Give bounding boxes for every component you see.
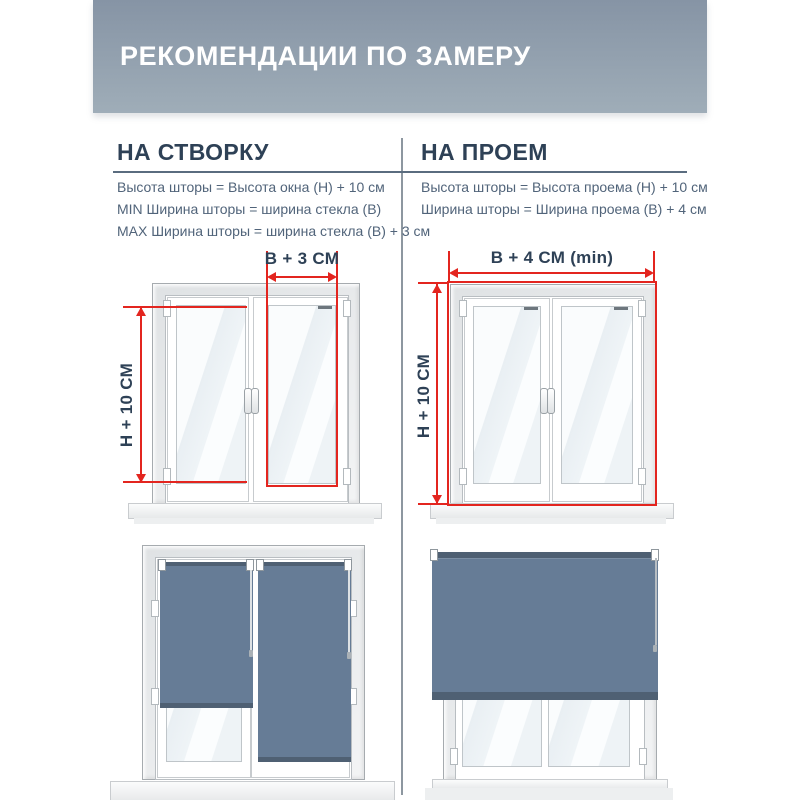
window-hinge — [343, 300, 351, 317]
arrowhead-left-icon — [449, 268, 458, 278]
arrowhead-right-icon — [328, 272, 337, 282]
formula-line: Высота шторы = Высота проема (Н) + 10 см — [421, 179, 708, 195]
dimension-bottom-line — [266, 485, 338, 487]
arrowhead-right-icon — [645, 268, 654, 278]
window-hinge — [151, 600, 159, 617]
blind-cassette — [258, 562, 351, 566]
window-hinge — [343, 468, 351, 485]
arrowhead-up-icon — [136, 307, 146, 316]
sash-width-label: В + 3 СМ — [264, 249, 340, 268]
blind-bottom-bar — [160, 703, 253, 708]
arrowhead-left-icon — [267, 272, 276, 282]
blind-bottom-bar — [258, 757, 351, 762]
roller-blind-left — [160, 562, 253, 708]
heading-sash: НА СТВОРКУ — [117, 139, 269, 165]
arrowhead-up-icon — [432, 284, 442, 293]
window-glass — [268, 305, 336, 484]
blind-bracket — [430, 549, 438, 561]
headings-underline — [113, 171, 687, 173]
window-glass — [176, 305, 246, 484]
blind-bracket — [256, 559, 264, 571]
dimension-line — [452, 272, 652, 274]
cord-weight — [347, 652, 351, 659]
roller-blind-right — [258, 562, 351, 762]
blind-cassette — [432, 552, 658, 558]
formula-line: MIN Ширина шторы = ширина стекла (В) — [117, 201, 382, 217]
dimension-extension-line — [336, 251, 338, 487]
formula-line: Высота шторы = Высота окна (Н) + 10 см — [117, 179, 385, 195]
dimension-line — [140, 307, 142, 483]
window-hinge — [450, 748, 458, 765]
opening-height-label: Н + 10 СМ — [414, 353, 433, 439]
dimension-line — [270, 276, 334, 278]
opening-outline-rect — [447, 281, 657, 506]
window-sill — [128, 503, 382, 519]
window-hinge — [163, 300, 171, 317]
formula-line: Ширина шторы = Ширина проема (В) + 4 см — [421, 201, 707, 217]
dimension-tick — [418, 503, 448, 505]
window-hinge — [151, 688, 159, 705]
sill-shadow — [134, 518, 374, 524]
header-banner — [93, 0, 707, 113]
page-title: РЕКОМЕНДАЦИИ ПО ЗАМЕРУ — [120, 41, 531, 71]
sill-shadow — [425, 788, 673, 800]
heading-opening: НА ПРОЕМ — [421, 139, 548, 165]
blind-pull-cord — [250, 570, 252, 650]
dimension-tick — [123, 481, 247, 483]
chain-pull — [653, 645, 657, 652]
opening-formulas — [421, 176, 708, 220]
sill-shadow — [436, 518, 666, 524]
blind-pull-cord — [348, 570, 350, 652]
window-sill — [110, 781, 395, 800]
vent-latch — [318, 306, 332, 309]
roller-blind-wide — [432, 558, 658, 692]
dimension-tick — [123, 306, 247, 308]
blind-bottom-bar — [432, 692, 658, 700]
window-handle — [251, 388, 259, 414]
blind-chain — [655, 558, 657, 645]
dimension-extension-line — [266, 251, 268, 487]
dimension-line — [436, 284, 438, 504]
cord-weight — [249, 650, 253, 657]
window-hinge — [639, 748, 647, 765]
blind-cassette — [160, 562, 253, 566]
blind-bracket — [158, 559, 166, 571]
sash-height-label: Н + 10 СМ — [117, 362, 136, 448]
opening-width-label: В + 4 СМ (min) — [490, 248, 614, 267]
sash-formulas — [117, 176, 430, 242]
dimension-tick — [418, 282, 448, 284]
formula-line: MAX Ширина шторы = ширина стекла (В) + 3 см — [117, 223, 431, 239]
